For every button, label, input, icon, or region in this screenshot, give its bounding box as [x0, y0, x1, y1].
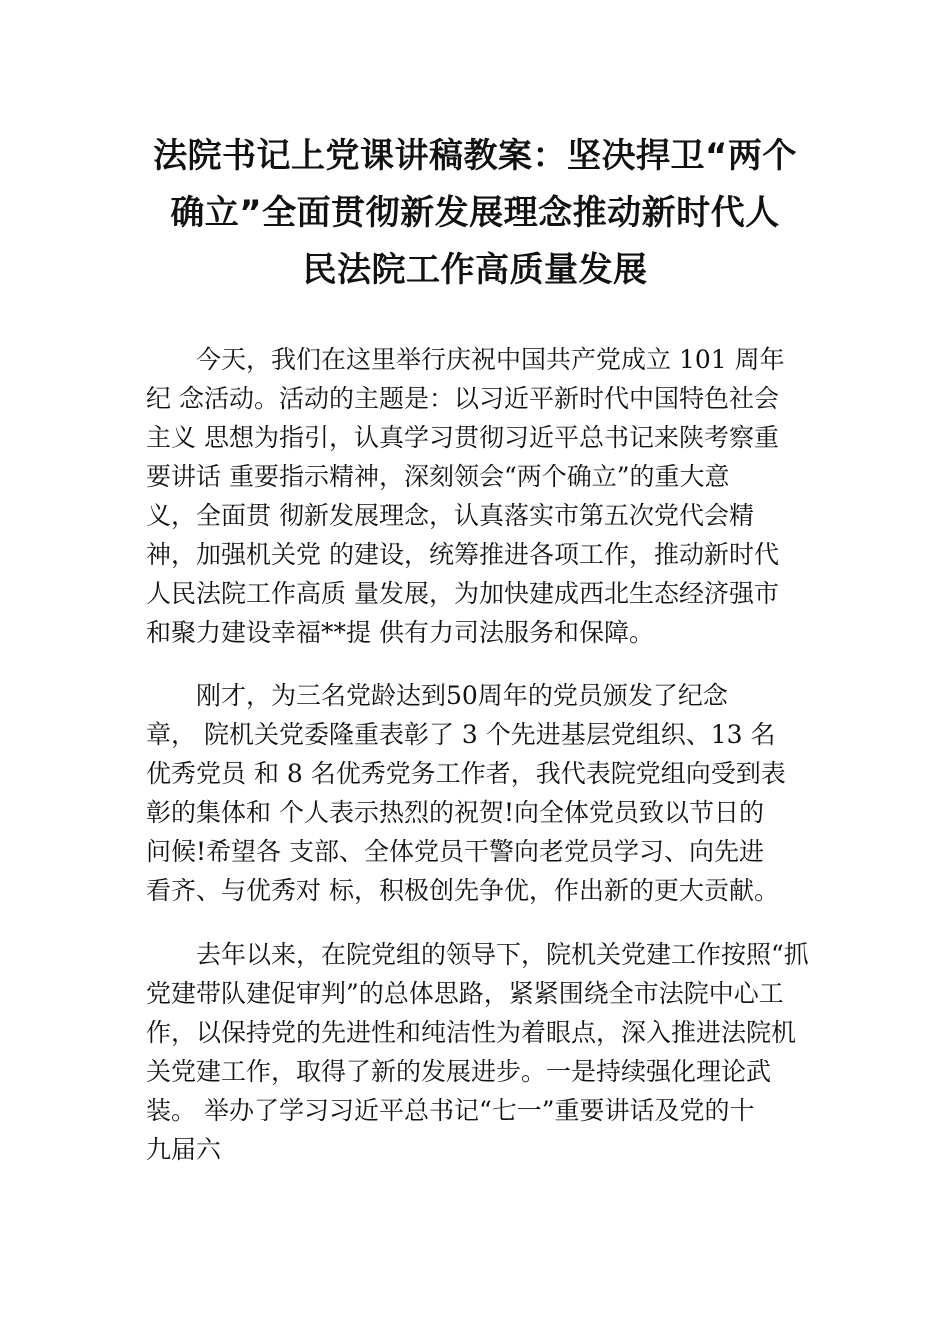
- paragraph-line: 彰的集体和 个人表示热烈的祝贺!向全体党员致以节日的: [146, 798, 764, 827]
- document-title: [140, 128, 810, 299]
- title-line: 法院书记上党课讲稿教案：坚决捍卫“两个: [153, 136, 797, 176]
- paragraph-line: 要讲话 重要指示精神，深刻领会“两个确立”的重大意: [146, 462, 730, 491]
- paragraph-line: 义，全面贯 彻新发展理念，认真落实市第五次党代会精: [146, 501, 754, 530]
- paragraph-line: 装。 举办了学习习近平总书记“七一”重要讲话及党的十: [146, 1096, 755, 1125]
- paragraph-line: 和聚力建设幸福**提 供有力司法服务和保障。: [146, 618, 654, 647]
- paragraph-line: 人民法院工作高质 量发展，为加快建成西北生态经济强市: [146, 579, 779, 608]
- paragraph-2: [146, 676, 826, 910]
- title-line: 民法院工作高质量发展: [302, 250, 648, 290]
- paragraph-line: 今天，我们在这里举行庆祝中国共产党成立 101 周年: [196, 345, 785, 374]
- paragraph-line: 九届六: [146, 1135, 222, 1164]
- paragraph-line: 神，加强机关党 的建设，统筹推进各项工作，推动新时代: [146, 540, 779, 569]
- paragraph-line: 看齐、与优秀对 标，积极创先争优，作出新的更大贡献。: [146, 876, 779, 905]
- paragraph-1: [146, 340, 826, 652]
- paragraph-line: 关党建工作，取得了新的发展进步。一是持续强化理论武: [146, 1057, 772, 1086]
- paragraph-line: 党建带队建促审判”的总体思路，紧紧围绕全市法院中心工: [146, 979, 784, 1008]
- paragraph-line: 作，以保持党的先进性和纯洁性为着眼点，深入推进法院机: [146, 1018, 797, 1047]
- paragraph-line: 章， 院机关党委隆重表彰了 3 个先进基层党组织、13 名: [146, 720, 776, 749]
- paragraph-line: 优秀党员 和 8 名优秀党务工作者，我代表院党组向受到表: [146, 759, 786, 788]
- title-line: 确立”全面贯彻新发展理念推动新时代人: [170, 193, 780, 233]
- paragraph-line: 纪 念活动。活动的主题是：以习近平新时代中国特色社会: [146, 384, 779, 413]
- paragraph-line: 问候!希望各 支部、全体党员干警向老党员学习、向先进: [146, 837, 764, 866]
- paragraph-3: [146, 935, 826, 1169]
- paragraph-line: 主义 思想为指引，认真学习贯彻习近平总书记来陕考察重: [146, 423, 779, 452]
- paragraph-line: 刚才，为三名党龄达到50周年的党员颁发了纪念: [196, 681, 728, 710]
- paragraph-line: 去年以来，在院党组的领导下，院机关党建工作按照“抓: [196, 940, 809, 969]
